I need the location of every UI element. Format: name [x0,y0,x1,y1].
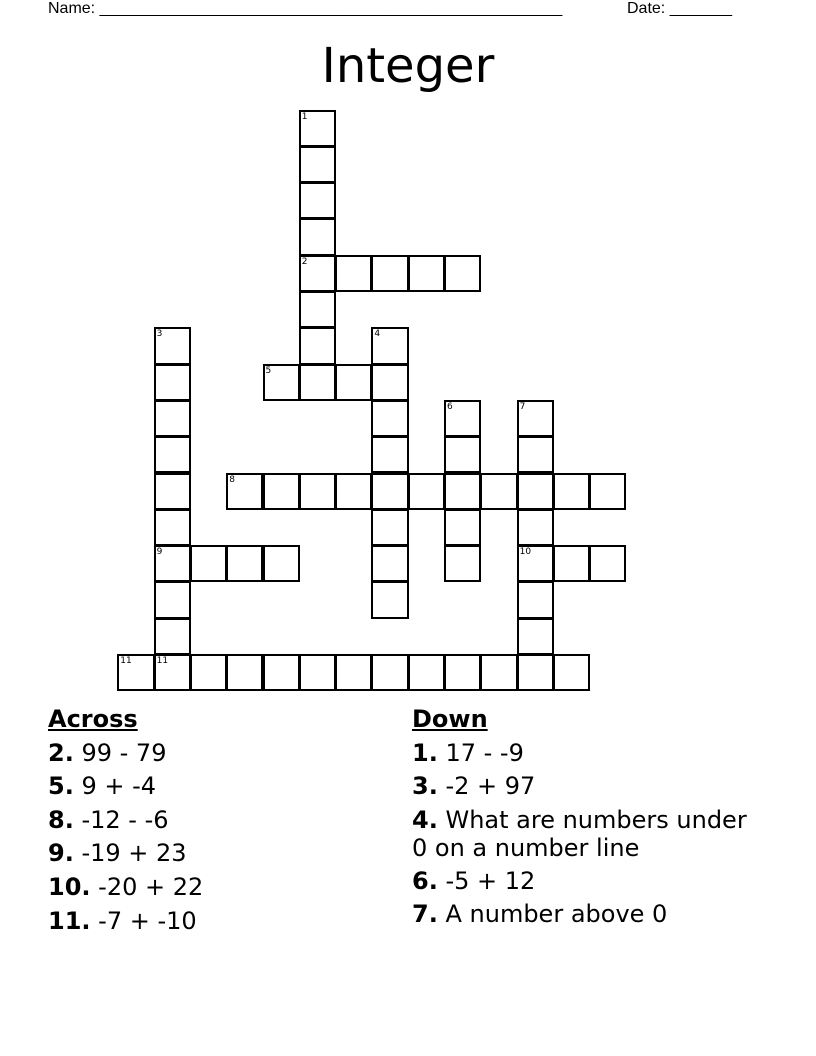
grid-cell[interactable] [299,473,336,510]
grid-cell[interactable] [517,618,554,655]
clue-text: 99 - 79 [81,738,167,767]
grid-cell[interactable] [226,473,263,510]
across-clue-8 [48,804,378,838]
grid-cell[interactable] [299,218,336,255]
grid-cell[interactable] [408,473,445,510]
grid-cell[interactable] [299,146,336,183]
grid-cell[interactable] [371,545,408,582]
grid-cell[interactable] [335,473,372,510]
grid-cell[interactable] [444,509,481,546]
across-heading: Across [48,705,138,733]
grid-cell[interactable] [517,654,554,691]
grid-cell[interactable] [263,473,300,510]
grid-cell[interactable] [190,545,227,582]
grid-cell[interactable] [480,654,517,691]
grid-cell[interactable] [480,473,517,510]
grid-cell[interactable] [371,473,408,510]
clue-number: 2. [48,738,74,767]
date-field-label: Date: _______ [627,0,732,17]
grid-cell[interactable] [444,255,481,292]
grid-cell[interactable] [263,545,300,582]
clue-text: -5 + 12 [445,866,536,895]
grid-cell[interactable] [226,545,263,582]
grid-cell[interactable] [517,581,554,618]
clue-text: -12 - -6 [81,805,169,834]
grid-cell[interactable] [589,545,626,582]
grid-cell[interactable] [371,581,408,618]
cell-number: 8 [229,474,235,485]
across-clue-2 [48,737,378,771]
grid-cell[interactable] [371,654,408,691]
clue-number: 8. [48,805,74,834]
grid-cell[interactable] [444,545,481,582]
grid-cell[interactable] [444,400,481,437]
cell-number: 3 [156,329,163,340]
grid-cell[interactable] [517,436,554,473]
grid-cell[interactable] [154,436,191,473]
grid-cell[interactable] [299,182,336,219]
grid-cell[interactable] [299,364,336,401]
clue-text: 9 + -4 [81,772,157,801]
grid-cell[interactable] [589,473,626,510]
grid-cell[interactable] [553,545,590,582]
grid-cell[interactable] [335,364,372,401]
grid-cell[interactable] [444,436,481,473]
across-clues [48,703,378,938]
clue-number: 3. [412,772,438,801]
grid-cell[interactable] [154,581,191,618]
clue-number: 1. [412,738,438,767]
grid-cell[interactable] [444,654,481,691]
grid-cell[interactable] [154,364,191,401]
down-clues [412,703,752,932]
down-heading: Down [412,705,488,733]
down-clue-1 [412,737,752,771]
cell-number: 11 [156,656,169,666]
grid-cell[interactable] [154,400,191,437]
across-clue-10 [48,871,378,905]
grid-cell[interactable] [371,364,408,401]
clue-text: What are numbers under 0 on a number line [412,805,747,862]
cell-number: 11 [120,656,132,666]
grid-cell[interactable] [517,473,554,510]
grid-cell[interactable] [299,327,336,364]
grid-cell[interactable] [226,654,263,691]
clue-text: -2 + 97 [445,772,536,801]
grid-cell[interactable] [371,255,408,292]
cell-number: 10 [519,547,532,558]
grid-cell[interactable] [299,654,336,691]
grid-cell[interactable] [299,291,336,328]
grid-cell[interactable] [263,654,300,691]
across-clue-11 [48,905,378,939]
down-clue-6 [412,865,752,899]
grid-cell[interactable] [154,545,191,582]
cell-number: 7 [519,401,526,412]
cell-number: 6 [447,401,453,412]
across-clue-9 [48,837,378,871]
cell-number: 1 [301,111,308,122]
clue-number: 11. [48,906,91,935]
grid-cell[interactable] [408,654,445,691]
grid-cell[interactable] [517,400,554,437]
cell-number: 5 [265,365,272,376]
clue-number: 9. [48,839,74,868]
grid-cell[interactable] [299,255,336,292]
grid-cell[interactable] [154,327,191,364]
grid-cell[interactable] [154,509,191,546]
grid-cell[interactable] [299,110,336,147]
grid-cell[interactable] [335,654,372,691]
clue-text: 17 - -9 [445,738,524,767]
grid-cell[interactable] [263,364,300,401]
grid-cell[interactable] [517,509,554,546]
grid-cell[interactable] [371,509,408,546]
cell-number: 2 [301,256,308,267]
grid-cell[interactable] [553,473,590,510]
clue-number: 7. [412,900,438,929]
down-clue-3 [412,770,752,804]
clue-number: 6. [412,866,438,895]
clue-text: -20 + 22 [98,872,204,901]
grid-cell[interactable] [154,473,191,510]
grid-cell[interactable] [517,545,554,582]
clue-text: -7 + -10 [98,906,197,935]
grid-cell[interactable] [371,327,408,364]
grid-cell[interactable] [154,618,191,655]
grid-cell[interactable] [371,436,408,473]
clue-number: 10. [48,872,91,901]
down-clue-7 [412,898,752,932]
clue-text: -19 + 23 [81,839,187,868]
cell-number: 9 [156,547,163,558]
grid-cell[interactable] [154,654,191,691]
down-clue-4 [412,806,752,862]
grid-cell[interactable] [553,654,590,691]
grid-cell[interactable] [371,400,408,437]
grid-cell[interactable] [408,255,445,292]
cell-number: 4 [374,329,381,340]
across-clue-5 [48,770,378,804]
clue-number: 5. [48,772,74,801]
clue-number: 4. [412,805,438,834]
clue-text: A number above 0 [445,900,668,929]
puzzle-title: Integer [321,38,495,94]
grid-cell[interactable] [190,654,227,691]
grid-cell[interactable] [335,255,372,292]
grid-cell[interactable] [444,473,481,510]
grid-cell[interactable] [117,654,154,691]
name-field-label: Name: ____________________________________________________ [48,0,563,17]
